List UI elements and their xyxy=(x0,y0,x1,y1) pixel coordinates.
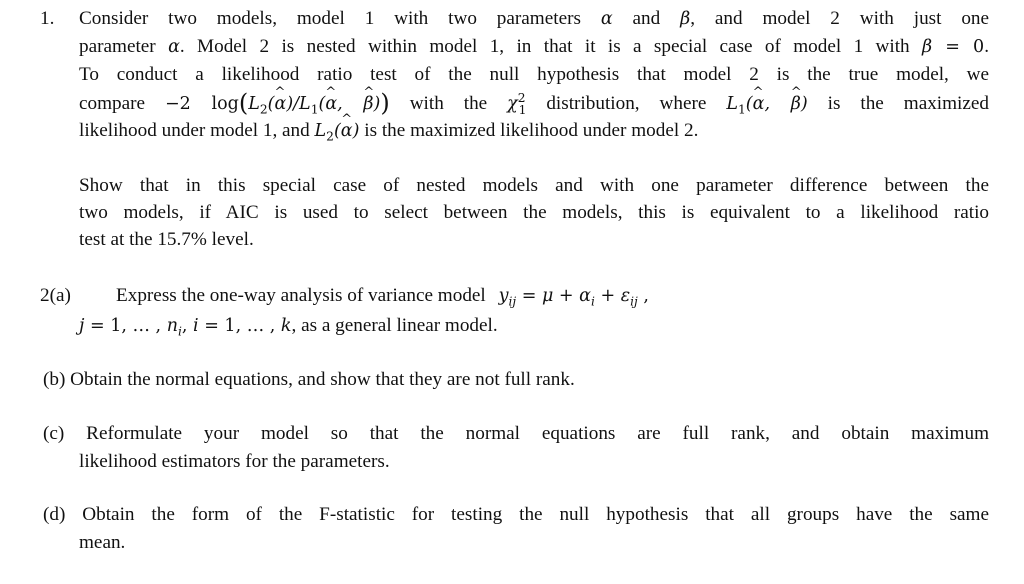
q1-line-5 xyxy=(79,117,989,145)
math-beta-equals-zero: β = 0 xyxy=(922,37,985,57)
math-beta: β xyxy=(680,9,691,29)
q1-text: parameter xyxy=(79,36,156,57)
math-alpha: α xyxy=(168,37,180,57)
q1-text: likelihood under model 1, and xyxy=(79,120,310,141)
math-index-ranges: j = 1, … , $n_i$, i = 1, … , k xyxy=(79,316,292,339)
math-anova-model: $y_{ij} = \mu + \alpha_i + \varepsilon_{ij}$ , xyxy=(498,286,649,309)
q2d-line-1: (d) Obtain the form of the F-statistic for testing the null hypothesis that all groups have the same xyxy=(43,504,989,525)
q1-line-3: To conduct a likelihood ratio test of the null hypothesis that model 2 is the true model, we xyxy=(79,64,989,85)
q2a-text: Express the one-way analysis of variance model xyxy=(116,285,486,306)
q1-text: is the maximized likelihood under model 2. xyxy=(364,120,699,141)
q1-line-2 xyxy=(79,33,989,61)
q1-text: Consider two models, model 1 with two parameters xyxy=(79,8,581,29)
q1-text: . xyxy=(984,36,989,57)
question-1-paragraph-2 xyxy=(79,172,989,253)
math-chi-squared: $\chi^2_1$ xyxy=(507,91,527,117)
math-likelihood-ratio: −2 $\log(L_2(\^{}$ $\alpha)/L_1(\^{}$ α, ^ β)) xyxy=(165,94,390,114)
question-2a-label: 2(a) xyxy=(40,285,71,306)
q2d-line-2: mean. xyxy=(79,532,126,553)
q1-line-1 xyxy=(79,5,989,33)
q2c-line-2: likelihood estimators for the parameters. xyxy=(79,451,390,472)
question-2a-line-1 xyxy=(116,282,649,310)
q1-text: . Model 2 is nested within model 1, in that it is a special case of model 1 with xyxy=(179,36,910,57)
q2c-line-1: (c) Reformulate your model so that the normal equations are full rank, and obtain maximum xyxy=(43,423,989,444)
q1-text: compare xyxy=(79,93,146,114)
q1-p2-line-3: test at the 15.7% level. xyxy=(79,229,254,250)
question-2c xyxy=(43,420,989,448)
q1-p2-line-1: Show that in this special case of nested models and with one parameter difference between the xyxy=(79,175,989,196)
q1-p2-line-2: two models, if AIC is used to select between the models, this is equivalent to a likelihood ratio xyxy=(79,202,989,223)
q1-text: distribution, where xyxy=(546,93,707,114)
q1-text: is the maximized xyxy=(827,93,990,114)
q1-text: , and model 2 with just one xyxy=(690,8,990,29)
math-alpha: α xyxy=(600,9,613,29)
q2a-text: , as a general linear model. xyxy=(291,315,498,336)
math-l2: $L_2(\^{}$ α) xyxy=(315,121,360,141)
question-2d xyxy=(43,501,989,529)
q1-text: and xyxy=(632,8,661,29)
question-1-paragraph-1 xyxy=(79,5,989,145)
question-2b: (b) Obtain the normal equations, and show that they are not full rank. xyxy=(43,369,575,390)
q1-text: with the xyxy=(409,93,488,114)
q1-line-4 xyxy=(79,89,989,117)
math-l1: $L_1(\^{}$ α, ^ β) xyxy=(726,94,807,114)
question-2a-line-2 xyxy=(79,312,498,340)
question-1-number: 1. xyxy=(40,8,55,29)
